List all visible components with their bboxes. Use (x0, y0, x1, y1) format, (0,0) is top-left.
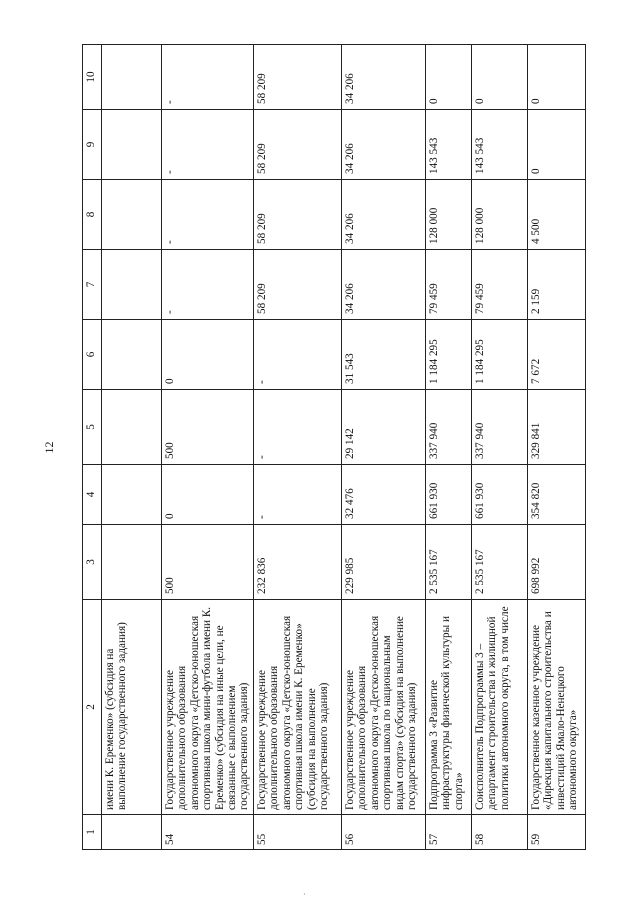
cell-col3: 2 535 167 (426, 525, 472, 600)
cell-col3: 2 535 167 (472, 525, 528, 600)
cell-col5: 500 (162, 390, 254, 465)
cell-col5: 29 142 (342, 390, 426, 465)
cell-col6: 0 (162, 320, 254, 390)
cell-col5: - (254, 390, 342, 465)
row-name: имени К. Еременко» (субсидия на выполнение государственного задания) (102, 600, 162, 815)
cell-col3: 229 985 (342, 525, 426, 600)
column-header: 5 (83, 390, 102, 465)
cell-col10: 34 206 (342, 45, 426, 110)
column-header: 4 (83, 465, 102, 525)
cell-col9: 58 209 (254, 110, 342, 180)
cell-col7: 58 209 (254, 250, 342, 320)
cell-col10: 0 (472, 45, 528, 110)
row-name: Государственное казенное учреждение «Дирекция капитального строительства и инвестиций Ямало-Ненецкого автономного округа» (528, 600, 586, 815)
cell-col8: 58 209 (254, 180, 342, 250)
page-number: 12 (42, 441, 56, 454)
cell-col7: 79 459 (472, 250, 528, 320)
cell-col9: 0 (528, 110, 586, 180)
column-header: 1 (83, 815, 102, 850)
row-number: 56 (342, 815, 426, 850)
cell-col9: 34 206 (342, 110, 426, 180)
cell-col9: 143 543 (472, 110, 528, 180)
row-name: Государственное учреждение дополнительного образования автономного округа «Детско-юношеская спортивная школа по национальным видам спорта» (субсидия на выполнение государственного задания) (342, 600, 426, 815)
column-header: 2 (83, 600, 102, 815)
budget-table (82, 44, 586, 850)
cell-col5: 337 940 (472, 390, 528, 465)
cell-col7: 2 159 (528, 250, 586, 320)
cell-col9: - (162, 110, 254, 180)
cell-col8: 128 000 (472, 180, 528, 250)
row-name: Соисполнитель Подпрограммы 3 – департамент строительства и жилищной политики автономного округа, в том числе (472, 600, 528, 815)
cell-col10: 0 (426, 45, 472, 110)
cell-col8 (102, 180, 162, 250)
cell-col4: 354 820 (528, 465, 586, 525)
cell-col4: 661 930 (472, 465, 528, 525)
cell-col3: 500 (162, 525, 254, 600)
row-name: Государственное учреждение дополнительного образования автономного округа «Детско-юношеская спортивная школа имени К. Еременко» (субсидия на выполнение государственного задания) (254, 600, 342, 815)
cell-col10: 0 (528, 45, 586, 110)
column-header: 6 (83, 320, 102, 390)
cell-col7: - (162, 250, 254, 320)
cell-col6 (102, 320, 162, 390)
cell-col3 (102, 525, 162, 600)
cell-col3: 698 992 (528, 525, 586, 600)
column-header: 7 (83, 250, 102, 320)
table-row (426, 45, 472, 850)
rotated-page (42, 45, 580, 850)
table-row (102, 45, 162, 850)
row-number: 55 (254, 815, 342, 850)
table-row (254, 45, 342, 850)
cell-col9 (102, 110, 162, 180)
row-number: 54 (162, 815, 254, 850)
cell-col6: 31 543 (342, 320, 426, 390)
row-name: Государственное учреждение дополнительного образования автономного округа «Детско-юношеская спортивная школа мини-футбола имени К. Еременко» (субсидия на иные цели, не связанные с выполнением государственного задания) (162, 600, 254, 815)
cell-col6: - (254, 320, 342, 390)
table-row (472, 45, 528, 850)
cell-col6: 7 672 (528, 320, 586, 390)
cell-col5: 337 940 (426, 390, 472, 465)
cell-col8: - (162, 180, 254, 250)
column-number-row (83, 45, 102, 850)
cell-col5 (102, 390, 162, 465)
row-number (102, 815, 162, 850)
cell-col3: 232 836 (254, 525, 342, 600)
cell-col8: 34 206 (342, 180, 426, 250)
cell-col7: 79 459 (426, 250, 472, 320)
cell-col6: 1 184 295 (472, 320, 528, 390)
cell-col4: - (254, 465, 342, 525)
cell-col7 (102, 250, 162, 320)
cell-col5: 329 841 (528, 390, 586, 465)
cell-col4: 0 (162, 465, 254, 525)
table-row (342, 45, 426, 850)
cell-col8: 4 500 (528, 180, 586, 250)
cell-col4: 32 476 (342, 465, 426, 525)
column-header: 3 (83, 525, 102, 600)
column-header: 9 (83, 110, 102, 180)
column-header: 10 (83, 45, 102, 110)
scan-speck: · (303, 890, 306, 899)
cell-col6: 1 184 295 (426, 320, 472, 390)
cell-col4 (102, 465, 162, 525)
cell-col8: 128 000 (426, 180, 472, 250)
row-name: Подпрограмма 3 «Развитие инфраструктуры физической культуры и спорта» (426, 600, 472, 815)
table-row (528, 45, 586, 850)
row-number: 58 (472, 815, 528, 850)
cell-col10: - (162, 45, 254, 110)
column-header: 8 (83, 180, 102, 250)
cell-col10: 58 209 (254, 45, 342, 110)
row-number: 59 (528, 815, 586, 850)
cell-col9: 143 543 (426, 110, 472, 180)
row-number: 57 (426, 815, 472, 850)
cell-col10 (102, 45, 162, 110)
table-row (162, 45, 254, 850)
cell-col7: 34 206 (342, 250, 426, 320)
cell-col4: 661 930 (426, 465, 472, 525)
